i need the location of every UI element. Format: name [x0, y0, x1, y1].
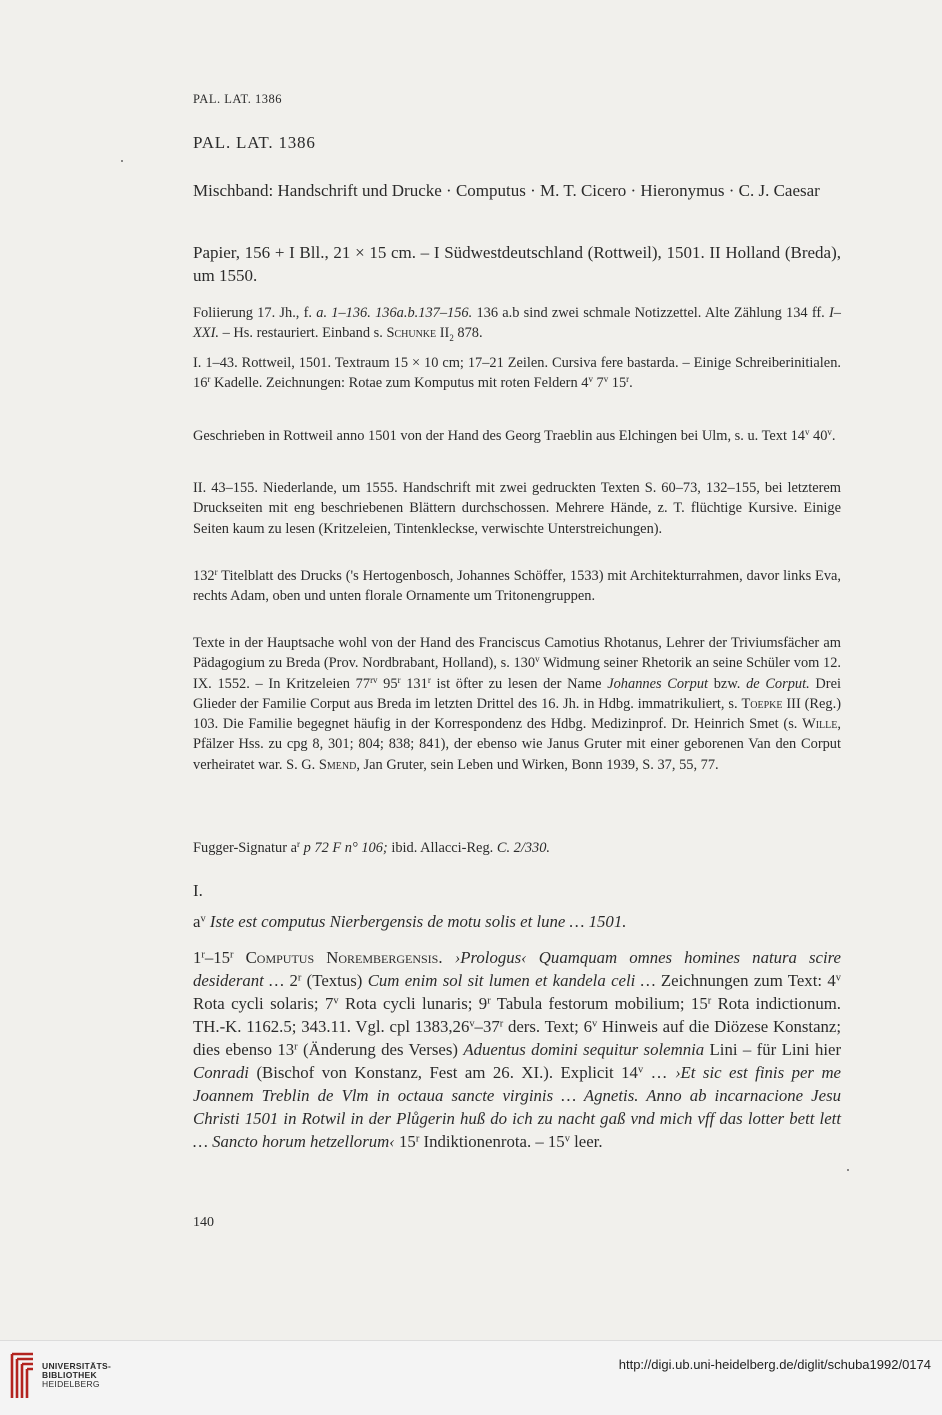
viewer-footer: [0, 1340, 942, 1415]
physical-description: Papier, 156 + I Bll., 21 × 15 cm. – I Südwestdeutschland (Rottweil), 1501. II Holland (Breda), um 1550.: [193, 243, 841, 285]
library-name: UNIVERSITÄTS- BIBLIOTHEK HEIDELBERG: [42, 1361, 112, 1389]
running-head: PAL. LAT. 1386: [193, 92, 282, 106]
entry-subtitle: Mischband: Handschrift und Drucke · Computus · M. T. Cicero · Hieronymus · C. J. Caesar: [193, 181, 820, 200]
page-url-link[interactable]: http://digi.ub.uni-heidelberg.de/diglit/schuba1992/0174: [618, 1357, 931, 1372]
fugger-signature-paragraph: Fugger-Signatur $a^r$ p 72 F n° 106; ibid. Allacci-Reg. C. 2/330.: [193, 839, 551, 856]
flyleaf-entry: $a^v$ Iste est computus Nierbergensis de motu solis et lune … 1501.: [193, 912, 627, 931]
scribe-paragraph: Geschrieben in Rottweil anno 1501 von der Hand des Georg Traeblin aus Elchingen bei Ulm, s. u. Text 14$^v$ 40$^v$.: [193, 427, 836, 444]
titleblatt-paragraph: 132$^r$ Titelblatt des Drucks ('s Hertogenbosch, Johannes Schöffer, 1533) mit Architekturrahmen, davor links Eva, rechts Adam, oben und unten florale Ornamente um Tritonengruppen.: [193, 567, 841, 605]
computus-entry: 1$^r$–15$^r$ Computus Norembergensis. ›Prologus‹ Quamquam omnes homines natura scire desiderant … 2$^r$ (Textus) Cum enim sol sit lumen et kandela celi … Zeichnungen zum Text: 4$^v$ Rota cycli solaris; 7$^v$ Rota cycli lunaris; 9$^r$ Tabula festorum mobilium; 15$^r$ Rota indictionum. TH.-K. 1162.5; 343.11. Vgl. cpl 1383,26$^v$–37$^r$ ders. Text; 6$^v$ Hinweis auf die Diözese Konstanz; dies ebenso 13$^r$ (Änderung des Verses) Aduentus domini sequitur solemnia Lini – für Lini hier Conradi (Bischof von Konstanz, Fest am 26. XI.). Explicit 14$^v$ … ›Et sic est finis per me Joannem Treblin de Vlm in octaua sancte virginis … Agnetis. Anno ab incarnacione Jesu Christi 1501 in Rotwil in der Plůgerin huß do ich zu nacht gaß vnd mich vff das lotter bett lett … Sancto horum hetzellorum‹ 15$^r$ Indiktionenrota. – 15$^v$ leer.: [193, 948, 842, 1151]
foliation-paragraph: Foliierung 17. Jh., f. a. 1–136. 136a.b.137–156. 136 a.b sind zwei schmale Notizzettel. Alte Zählung 134 ff. I–XXI. – Hs. restauriert. Einband s. Schunke $II_2$ 878.: [193, 305, 841, 344]
texte-paragraph: Texte in der Hauptsache wohl von der Hand des Franciscus Camotius Rhotanus, Lehrer der Triviumsfächer am Pädagogium zu Breda (Prov. Nordbrabant, Holland), s. 130$^v$ Widmung seiner Rhetorik an seine Schüler vom 12. IX. 1552. – In Kritzeleien $77^{rv}$ 95$^r$ 131$^r$ ist öfter zu lesen der Name Johannes Corput bzw. de Corput. Drei Glieder der Familie Corput aus Breda im letzten Drittel des 16. Jh. in Hdbg. immatrikuliert, s. Toepke III (Reg.) 103. Die Familie begegnet häufig in der Korrespondenz des Hdbg. Medizinprof. Dr. Heinrich Smet (s. Wille, Pfälzer Hss. zu cpg 8, 301; 804; 838; 841), der ebenso wie Janus Gruter mit einer geborenen Van den Corput verheiratet war. S. G. Smend, Jan Gruter, sein Leben und Wirken, Bonn 1939, S. 37, 55, 77.: [193, 635, 841, 773]
speck-mark: [847, 1169, 849, 1171]
speck-mark: [121, 160, 123, 162]
entry-title: PAL. LAT. 1386: [193, 133, 316, 152]
library-logo-icon: [9, 1350, 39, 1406]
page-number: 140: [193, 1215, 214, 1230]
section-number: I.: [193, 881, 203, 900]
part-two-paragraph: II. 43–155. Niederlande, um 1555. Handschrift mit zwei gedruckten Texten S. 60–73, 132–155, bei letzterem Druckseiten mit eng beschriebenen Blättern durchschossen. Mehrere Hände, z. T. flüchtige Kursive. Einige Seiten kaum zu lesen (Kritzeleien, Tintenkleckse, verwischte Unterstreichungen).: [193, 480, 841, 537]
part-one-paragraph: I. 1–43. Rottweil, 1501. Textraum 15 × 10 cm; 17–21 Zeilen. Cursiva fere bastarda. – Einige Schreiberinitialen. 16$^r$ Kadelle. Zeichnungen: Rotae zum Komputus mit roten Feldern 4$^v$ 7$^v$ 15$^r$.: [193, 355, 841, 392]
